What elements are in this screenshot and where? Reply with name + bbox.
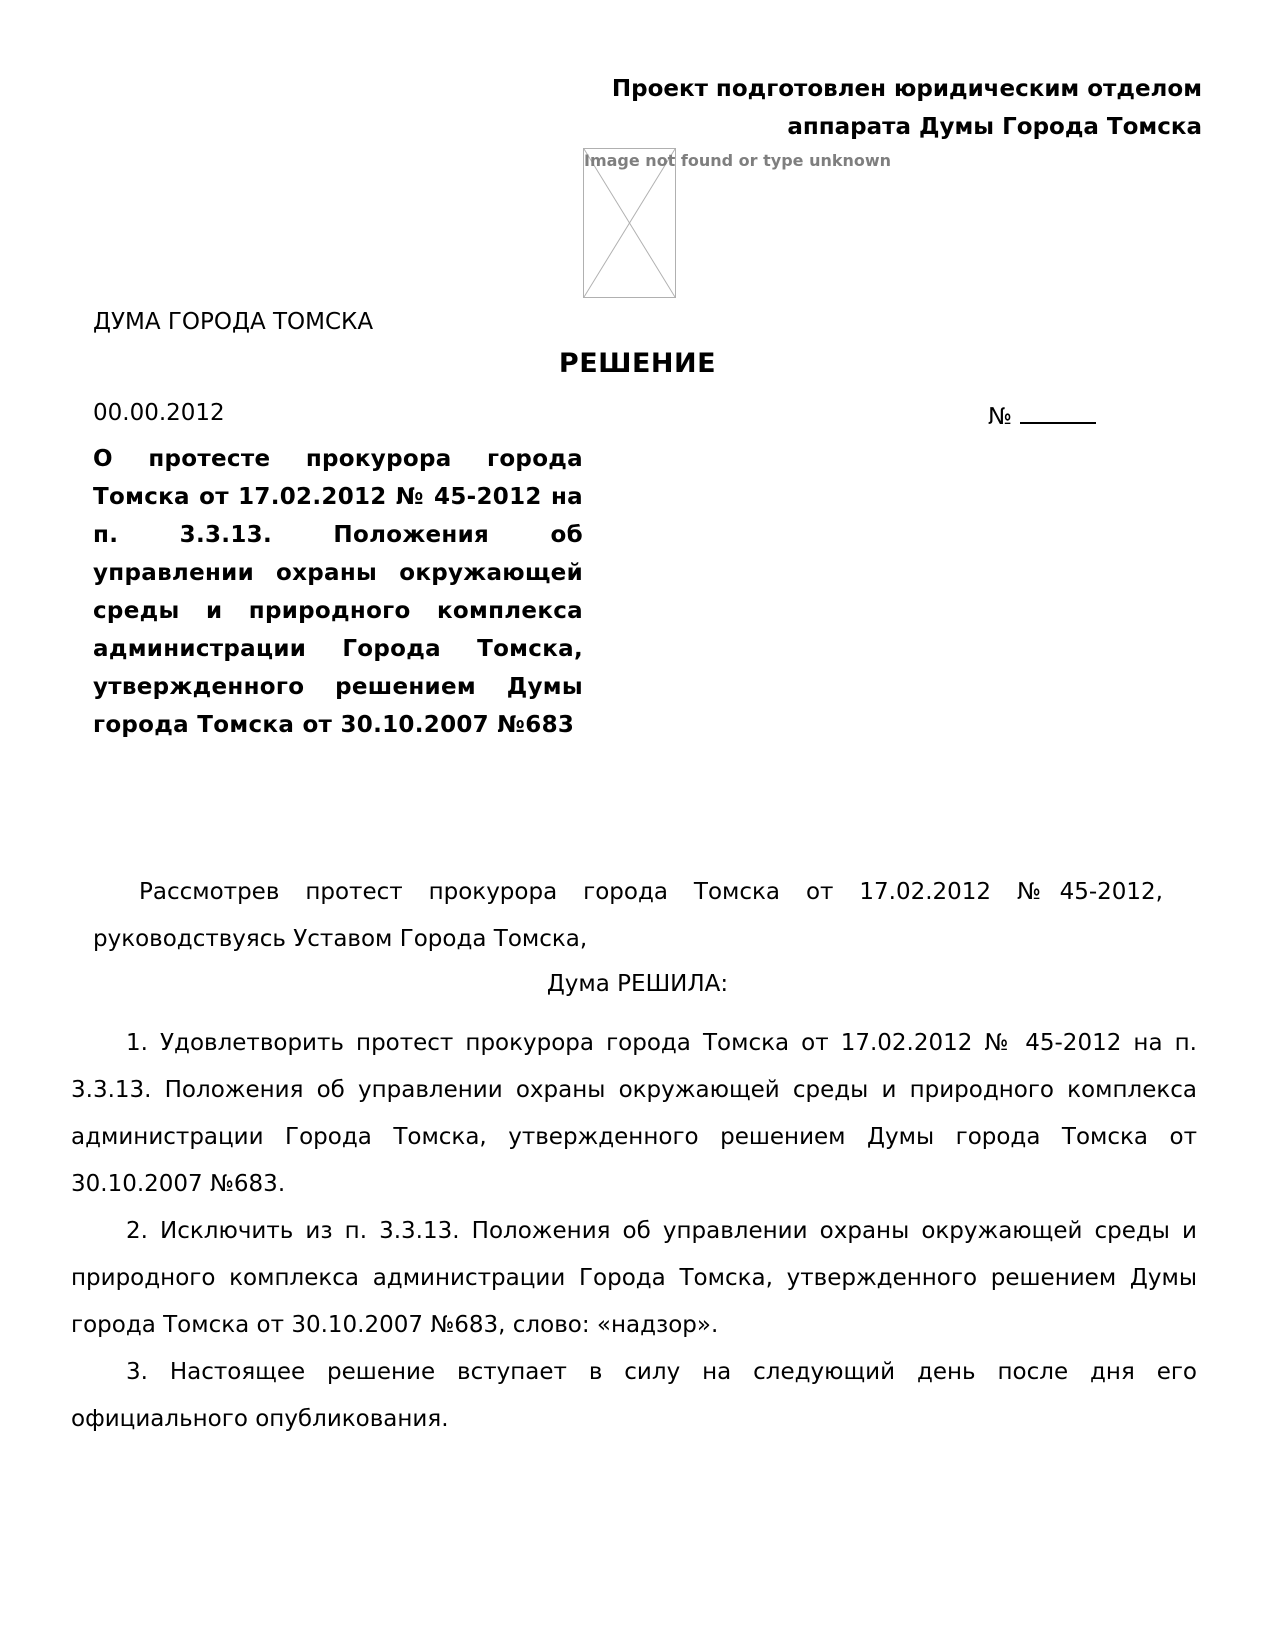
document-type-title: РЕШЕНИЕ — [558, 348, 717, 379]
resolution-items — [71, 1020, 1197, 1443]
resolution-item-3: 3. Настоящее решение вступает в силу на следующий день после дня его официального опубликования. — [71, 1359, 1197, 1432]
document-number-label: № — [988, 404, 1012, 430]
broken-image-icon — [583, 148, 676, 298]
resolution-item-2: 2. Исключить из п. 3.3.13. Положения об управлении охраны окружающей среды и природного комплекса администрации Города Томска, утвержденного решением Думы города Томска от 30.10.2007 №683, слово: «надзор». — [71, 1218, 1197, 1338]
document-number — [988, 400, 1096, 430]
image-alt-text: Image not found or type unknown — [584, 151, 892, 170]
preamble-paragraph: Рассмотрев протест прокурора города Томска от 17.02.2012 №45-2012, руководствуясь Уставом Города Томска, — [93, 879, 1163, 952]
document-subject: О протесте прокурора города Томска от 17.02.2012 № 45-2012 на п. 3.3.13. Положения об управлении охраны окружающей среды и природного комплекса администрации Города Томска, утвержденного решением Думы города Томска от 30.10.2007 №683 — [93, 446, 583, 738]
resolution-item-1: 1. Удовлетворить протест прокурора города Томска от 17.02.2012 № 45-2012 на п. 3.3.13. Положения об управлении охраны окружающей среды и природного комплекса администрации Города Томска, утвержденного решением Думы города Томска от 30.10.2007 №683. — [71, 1030, 1197, 1197]
resolution-heading: Дума РЕШИЛА: — [546, 971, 729, 997]
prepared-by-line-1: Проект подготовлен юридическим отделом — [611, 76, 1202, 102]
document-number-blank — [1020, 400, 1096, 424]
prepared-by-line-2: аппарата Думы Города Томска — [787, 114, 1202, 140]
organization-name: ДУМА ГОРОДА ТОМСКА — [93, 309, 374, 335]
document-date: 00.00.2012 — [93, 400, 225, 426]
